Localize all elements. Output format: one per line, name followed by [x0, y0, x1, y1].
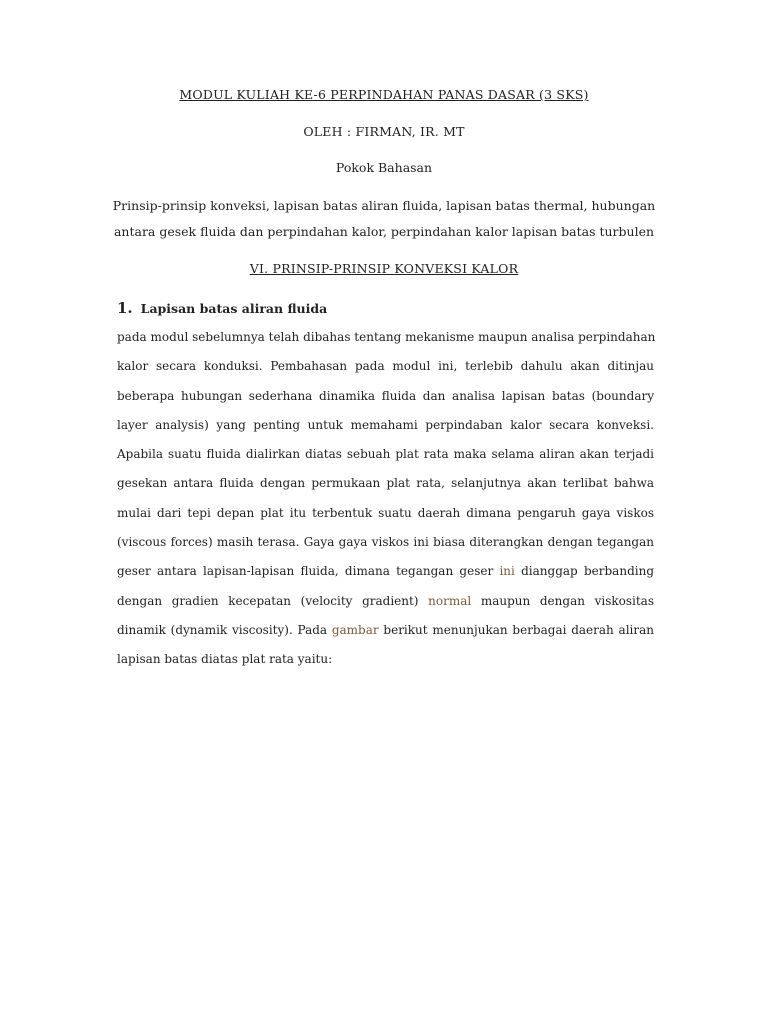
paragraph-line: layer analysis) yang penting untuk memahami perpindaban kalor secara konveksi.	[117, 417, 654, 432]
author-line: OLEH : FIRMAN, IR. MT	[303, 124, 465, 139]
paragraph-line: lapisan batas diatas plat rata yaitu:	[117, 652, 333, 667]
link-ini[interactable]: ini	[499, 564, 515, 579]
text-segment: dianggap berbanding	[514, 564, 654, 579]
subject-heading: Pokok Bahasan	[335, 160, 433, 175]
link-gambar[interactable]: gambar	[331, 622, 379, 637]
body-paragraph	[117, 323, 654, 675]
subsection-heading	[117, 296, 327, 321]
text-segment: maupun dengan viskositas	[471, 593, 654, 608]
subject-text: Prinsip-prinsip konveksi, lapisan batas aliran fluida, lapisan batas thermal, hubungan antara gesek fluida dan perpindahan kalor, perpindahan kalor lapisan batas turbulen	[112, 198, 656, 239]
paragraph-line: (viscous forces) masih terasa. Gaya gaya viskos ini biasa diterangkan dengan tegangan	[117, 535, 654, 550]
text-segment: geser antara lapisan-lapisan fluida, dimana tegangan geser	[117, 564, 500, 579]
paragraph-line: pada modul sebelumnya telah dibahas tentang mekanisme maupun analisa perpindahan	[117, 330, 656, 344]
subsection-title: Lapisan batas aliran fluida	[140, 301, 328, 316]
paragraph-line: kalor secara konduksi. Pembahasan pada modul ini, terlebib dahulu akan ditinjau	[117, 359, 654, 374]
paragraph-line	[117, 616, 654, 645]
subsection-number: 1.	[117, 299, 133, 317]
paragraph-line: beberapa hubungan sederhana dinamika fluida dan analisa lapisan batas (boundary	[117, 388, 654, 403]
section-heading: VI. PRINSIP-PRINSIP KONVEKSI KALOR	[249, 261, 519, 276]
link-normal[interactable]: normal	[428, 593, 472, 608]
paragraph-line: Apabila suatu fluida dialirkan diatas sebuah plat rata maka selama aliran akan terjadi	[117, 447, 654, 462]
text-segment: berikut menunjukan berbagai daerah aliran	[378, 622, 654, 637]
document-title: MODUL KULIAH KE-6 PERPINDAHAN PANAS DASAR (3 SKS)	[179, 87, 589, 102]
text-segment: dengan gradien kecepatan (velocity gradient)	[117, 593, 429, 608]
paragraph-line	[117, 587, 654, 616]
paragraph-line	[117, 557, 654, 586]
paragraph-line: mulai dari tepi depan plat itu terbentuk suatu daerah dimana pengaruh gaya viskos	[117, 505, 654, 520]
paragraph-line: gesekan antara fluida dengan permukaan plat rata, selanjutnya akan terlibat bahwa	[117, 476, 654, 491]
text-segment: dinamik (dynamik viscosity). Pada	[117, 622, 332, 637]
